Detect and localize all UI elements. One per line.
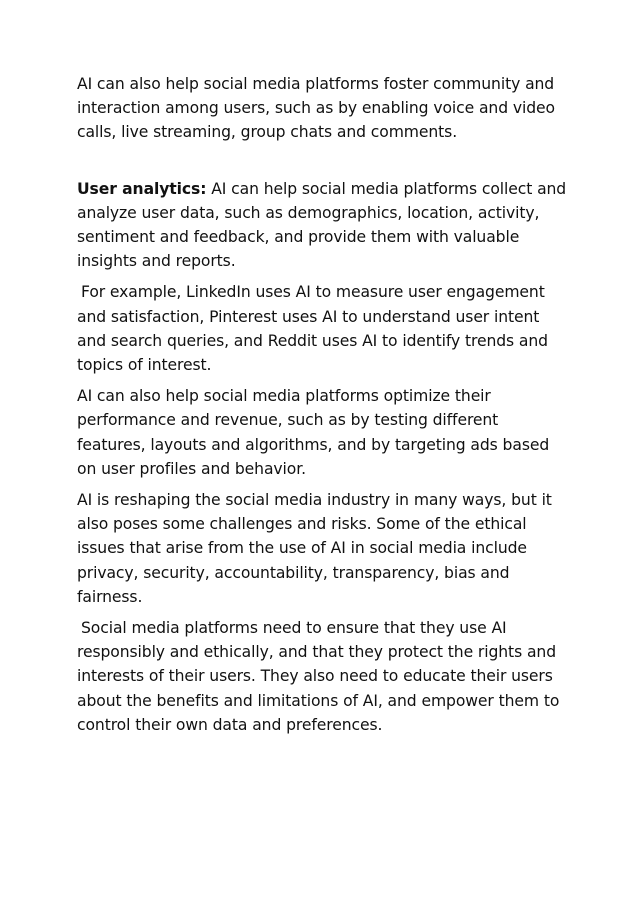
paragraph-challenges — [77, 488, 567, 609]
paragraph-heading: User analytics: — [77, 179, 207, 198]
paragraph-text: For example, LinkedIn uses AI to measure user engagement and satisfaction, Pinterest uses AI to understand user intent and search queries, and Reddit uses AI to identify trends and topics of interest. — [77, 283, 548, 375]
paragraph-text: AI can help social media platforms collect and analyze user data, such as demographics, location, activity, sentiment and feedback, and provide them with valuable insights and reports. — [77, 179, 567, 271]
paragraph-responsibility — [77, 616, 567, 737]
paragraph-optimization — [77, 384, 567, 481]
document-body — [77, 72, 567, 744]
paragraph-text: Social media platforms need to ensure that they use AI responsibly and ethically, and that they protect the rights and interests of their users. They also need to educate their users about the benefits and limitations of AI, and empower them to control their own data and preferences. — [77, 619, 560, 734]
paragraph-text: AI can also help social media platforms optimize their performance and revenue, such as by testing different features, layouts and algorithms, and by targeting ads based on user profiles and behavior. — [77, 387, 550, 478]
paragraph-examples — [77, 280, 567, 377]
paragraph-community-interaction — [77, 72, 567, 145]
paragraph-text: AI can also help social media platforms foster community and interaction among users, such as by enabling voice and video calls, live streaming, group chats and comments. — [77, 75, 555, 142]
paragraph-text: AI is reshaping the social media industry in many ways, but it also poses some challenges and risks. Some of the ethical issues that arise from the use of AI in social media include privacy, security, accountability, transparency, bias and fairness. — [77, 491, 552, 606]
paragraph-user-analytics — [77, 177, 567, 274]
